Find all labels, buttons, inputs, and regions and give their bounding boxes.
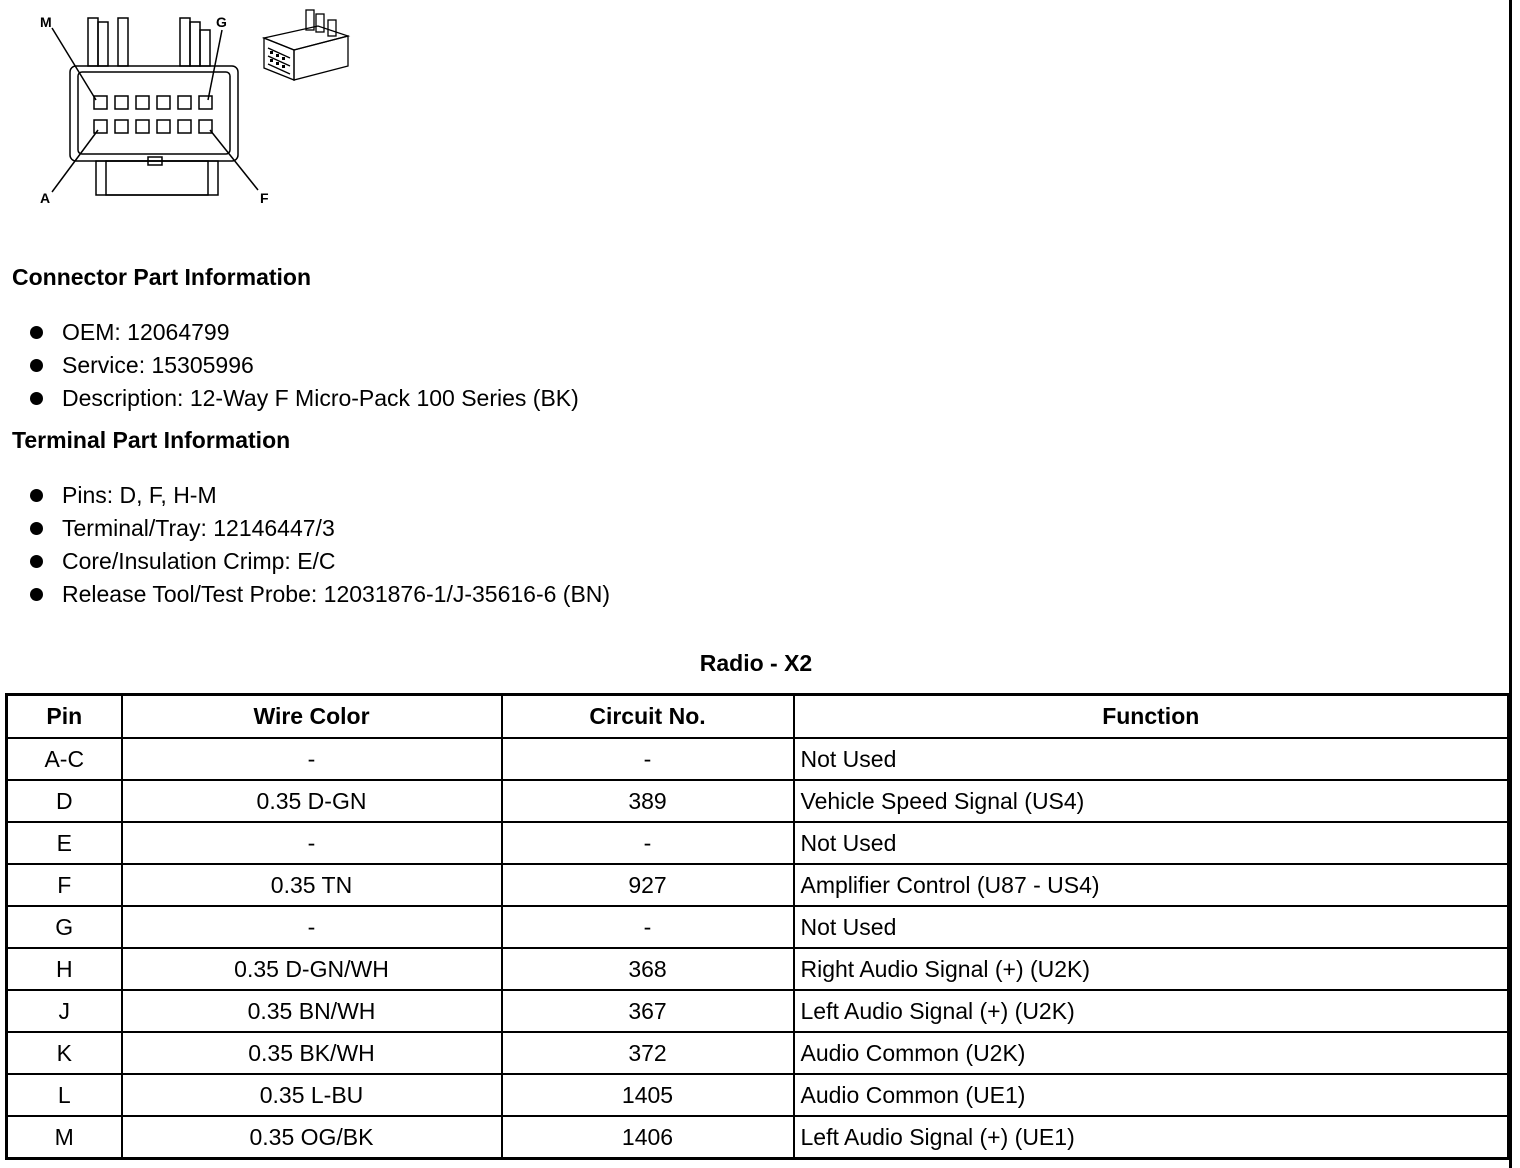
cell-wire-color: 0.35 TN bbox=[122, 864, 502, 906]
header-circuit-no: Circuit No. bbox=[502, 695, 794, 739]
pin-label-bottom-left: A bbox=[40, 190, 51, 206]
terminal-part-info-heading: Terminal Part Information bbox=[12, 427, 291, 453]
connector-3d-icon bbox=[258, 8, 358, 88]
cell-function: Audio Common (U2K) bbox=[794, 1032, 1509, 1074]
cell-pin: J bbox=[7, 990, 122, 1032]
table-row bbox=[7, 822, 1509, 864]
pin-label-top-left: M bbox=[40, 14, 52, 30]
cell-circuit-no: 1405 bbox=[502, 1074, 794, 1116]
connector-part-list bbox=[30, 316, 579, 415]
table-row bbox=[7, 1032, 1509, 1074]
connector-face-icon bbox=[30, 10, 280, 220]
pin-label-bottom-right: F bbox=[260, 190, 269, 206]
table-row bbox=[7, 948, 1509, 990]
list-item: Pins: D, F, H-M bbox=[30, 479, 610, 512]
list-item: OEM: 12064799 bbox=[30, 316, 579, 349]
table-row bbox=[7, 864, 1509, 906]
cell-function: Right Audio Signal (+) (U2K) bbox=[794, 948, 1509, 990]
cell-wire-color: - bbox=[122, 738, 502, 780]
cell-wire-color: 0.35 D-GN bbox=[122, 780, 502, 822]
table-row bbox=[7, 1074, 1509, 1116]
cell-pin: F bbox=[7, 864, 122, 906]
cell-wire-color: 0.35 L-BU bbox=[122, 1074, 502, 1116]
list-item: Release Tool/Test Probe: 12031876-1/J-35616-6 (BN) bbox=[30, 578, 610, 611]
list-item: Service: 15305996 bbox=[30, 349, 579, 382]
cell-pin: M bbox=[7, 1116, 122, 1159]
cell-function: Not Used bbox=[794, 822, 1509, 864]
list-item: Terminal/Tray: 12146447/3 bbox=[30, 512, 610, 545]
header-wire-color: Wire Color bbox=[122, 695, 502, 739]
table-row bbox=[7, 780, 1509, 822]
bullet-icon bbox=[30, 522, 43, 535]
cell-circuit-no: 1406 bbox=[502, 1116, 794, 1159]
cell-wire-color: - bbox=[122, 906, 502, 948]
cell-circuit-no: 368 bbox=[502, 948, 794, 990]
cell-wire-color: 0.35 D-GN/WH bbox=[122, 948, 502, 990]
table-header-row bbox=[7, 695, 1509, 739]
table-row bbox=[7, 1116, 1509, 1159]
cell-circuit-no: - bbox=[502, 906, 794, 948]
pinout-table bbox=[5, 693, 1510, 1160]
list-item: Description: 12-Way F Micro-Pack 100 Series (BK) bbox=[30, 382, 579, 415]
terminal-part-list bbox=[30, 479, 610, 611]
cell-wire-color: - bbox=[122, 822, 502, 864]
cell-function: Audio Common (UE1) bbox=[794, 1074, 1509, 1116]
cell-function: Amplifier Control (U87 - US4) bbox=[794, 864, 1509, 906]
bullet-icon bbox=[30, 489, 43, 502]
cell-function: Left Audio Signal (+) (UE1) bbox=[794, 1116, 1509, 1159]
cell-circuit-no: - bbox=[502, 822, 794, 864]
bullet-icon bbox=[30, 555, 43, 568]
bullet-icon bbox=[30, 359, 43, 372]
cell-pin: H bbox=[7, 948, 122, 990]
bullet-icon bbox=[30, 326, 43, 339]
table-title: Radio - X2 bbox=[699, 650, 813, 676]
header-function: Function bbox=[794, 695, 1509, 739]
cell-wire-color: 0.35 BN/WH bbox=[122, 990, 502, 1032]
cell-pin: K bbox=[7, 1032, 122, 1074]
table-row bbox=[7, 906, 1509, 948]
cell-circuit-no: 927 bbox=[502, 864, 794, 906]
cell-circuit-no: 367 bbox=[502, 990, 794, 1032]
cell-wire-color: 0.35 OG/BK bbox=[122, 1116, 502, 1159]
cell-wire-color: 0.35 BK/WH bbox=[122, 1032, 502, 1074]
cell-circuit-no: - bbox=[502, 738, 794, 780]
cell-pin: L bbox=[7, 1074, 122, 1116]
table-row bbox=[7, 738, 1509, 780]
cell-pin: E bbox=[7, 822, 122, 864]
cell-pin: G bbox=[7, 906, 122, 948]
cell-pin: D bbox=[7, 780, 122, 822]
cell-circuit-no: 389 bbox=[502, 780, 794, 822]
cell-function: Vehicle Speed Signal (US4) bbox=[794, 780, 1509, 822]
cell-function: Left Audio Signal (+) (U2K) bbox=[794, 990, 1509, 1032]
bullet-icon bbox=[30, 588, 43, 601]
pin-label-top-right: G bbox=[216, 14, 227, 30]
cell-function: Not Used bbox=[794, 906, 1509, 948]
header-pin: Pin bbox=[7, 695, 122, 739]
bullet-icon bbox=[30, 392, 43, 405]
list-item: Core/Insulation Crimp: E/C bbox=[30, 545, 610, 578]
cell-circuit-no: 372 bbox=[502, 1032, 794, 1074]
table-row bbox=[7, 990, 1509, 1032]
cell-pin: A-C bbox=[7, 738, 122, 780]
connector-part-info-heading: Connector Part Information bbox=[12, 264, 312, 290]
cell-function: Not Used bbox=[794, 738, 1509, 780]
